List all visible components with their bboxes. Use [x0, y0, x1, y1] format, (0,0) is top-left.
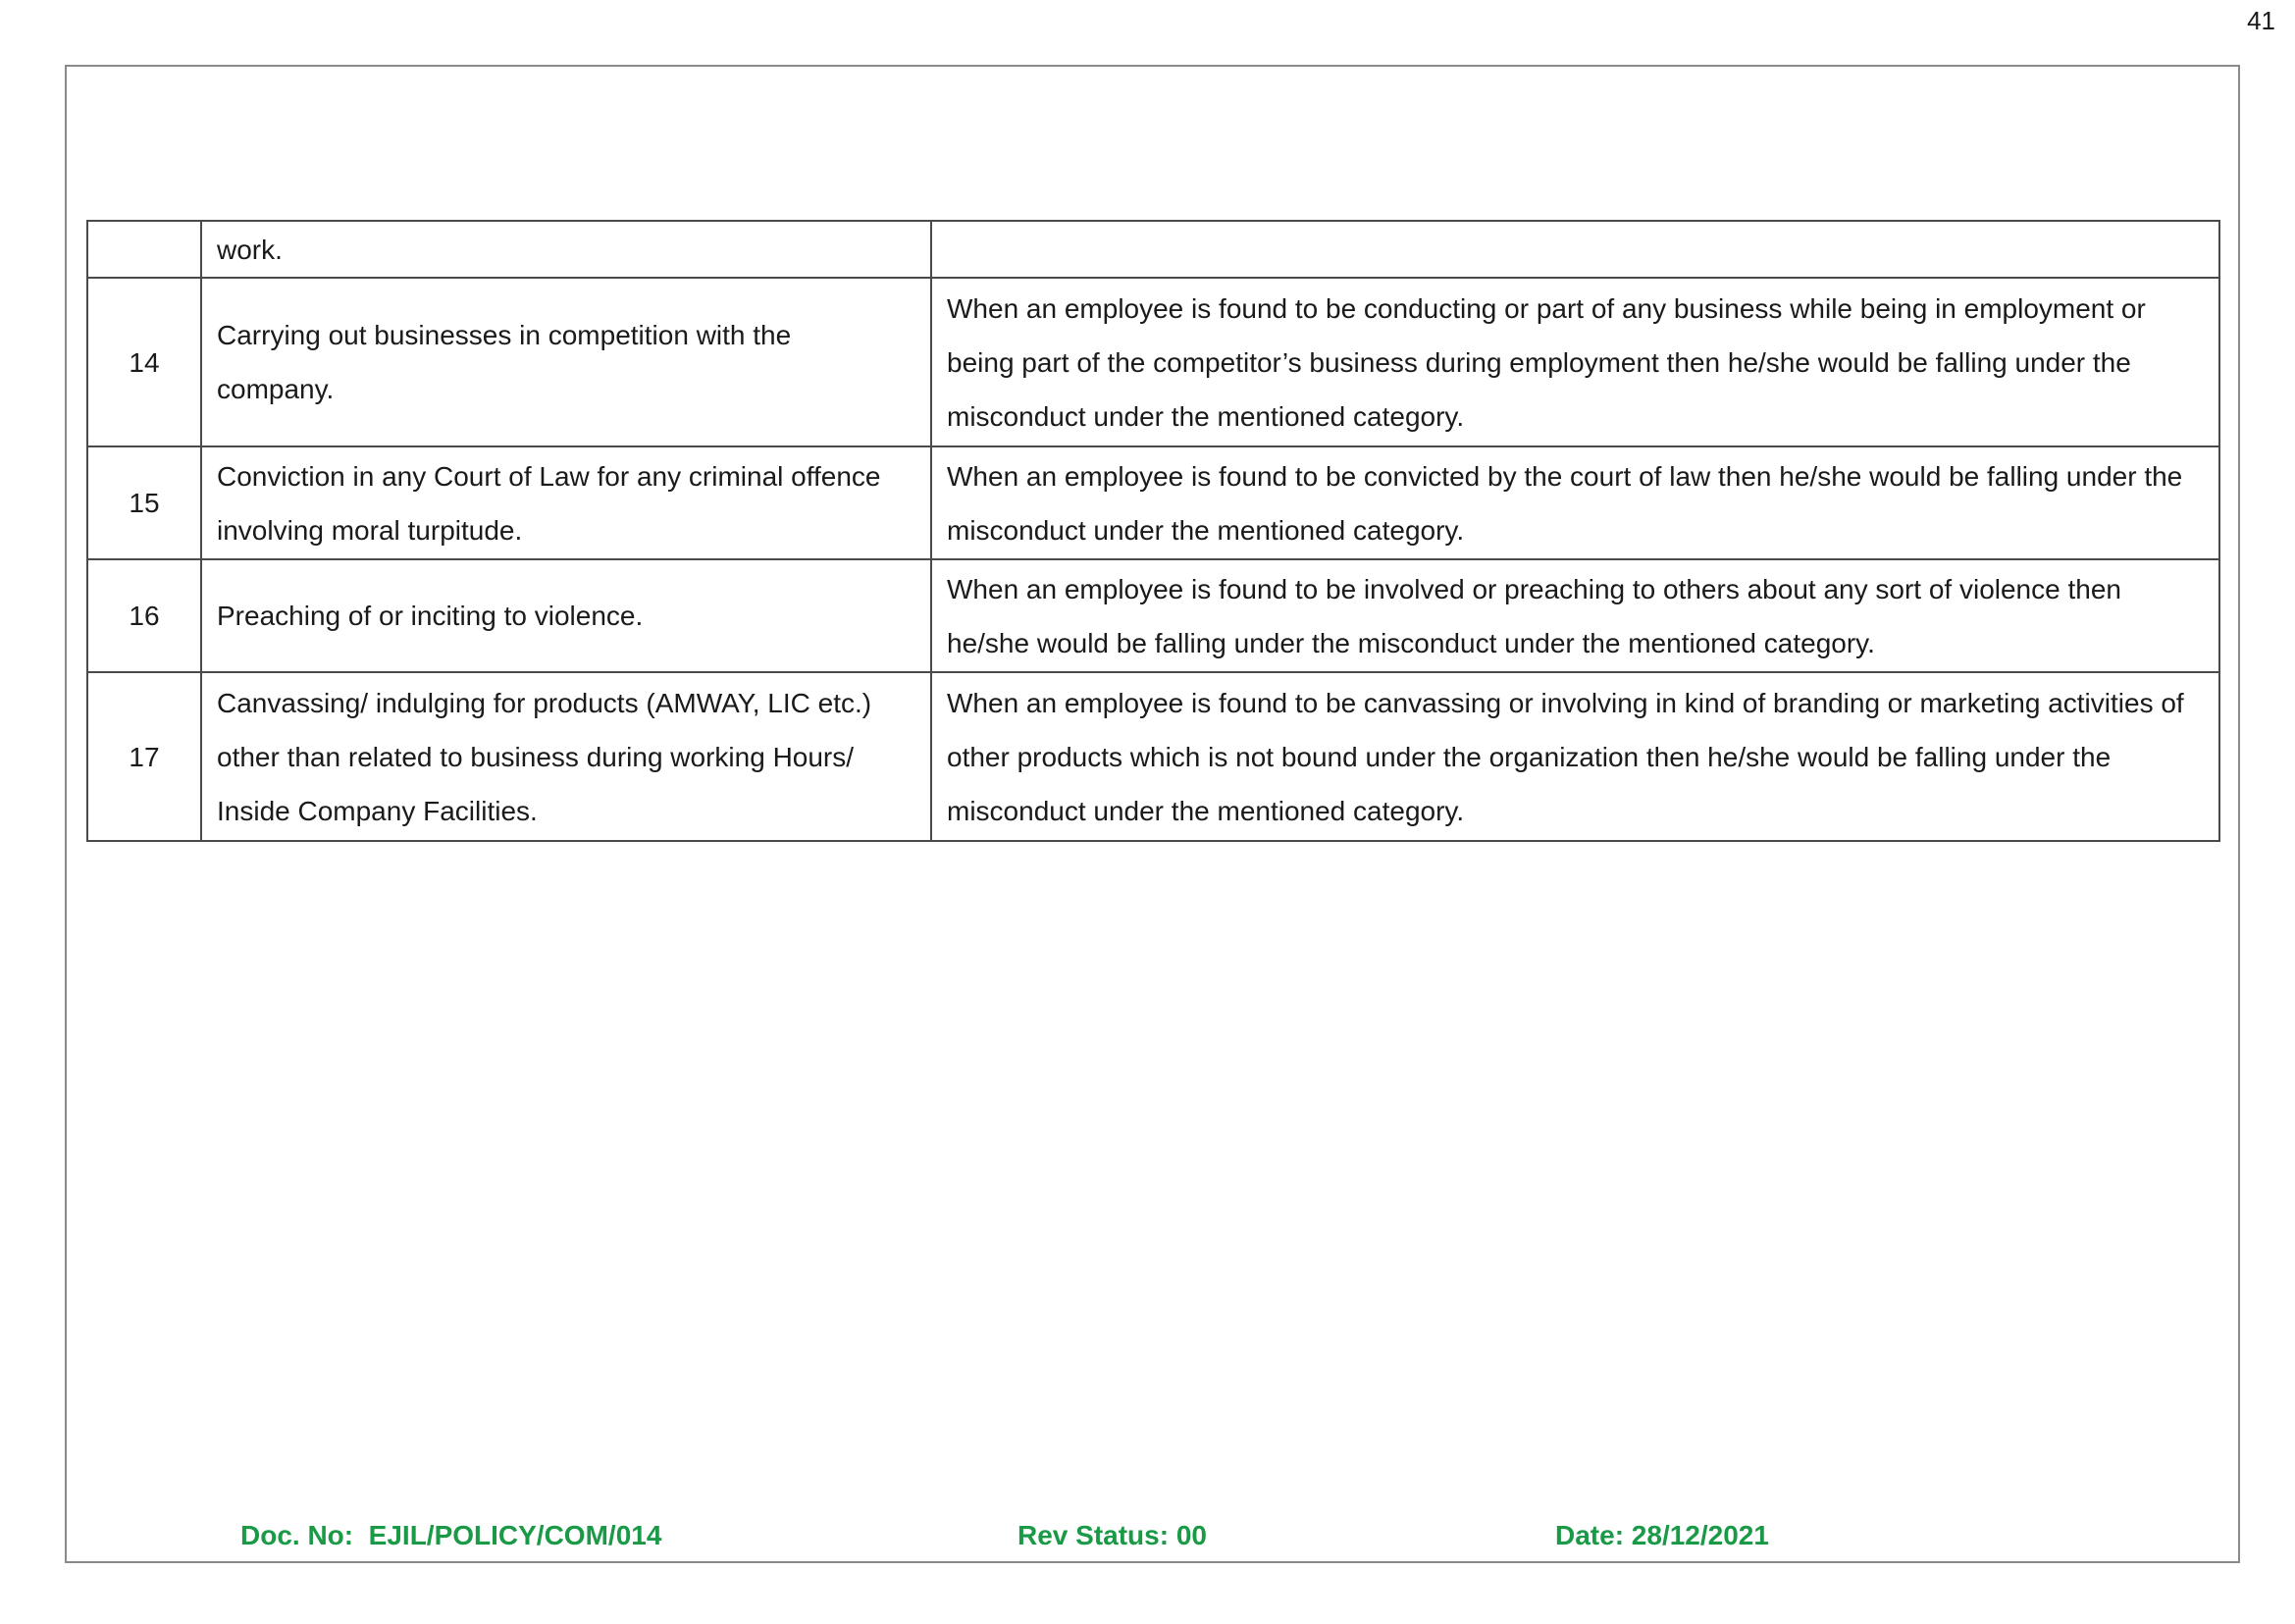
table-row [87, 446, 2219, 559]
row-number-cell: 17 [87, 672, 201, 841]
table-row [87, 221, 2219, 278]
description-cell: When an employee is found to be convicted by the court of law then he/she would be falling under the misconduct under the mentioned category. [931, 446, 2219, 559]
row-number-cell [87, 221, 201, 278]
footer-rev-status: Rev Status: 00 [1017, 1520, 1207, 1550]
description-cell [931, 221, 2219, 278]
row-number-cell: 14 [87, 278, 201, 446]
row-number-cell: 16 [87, 559, 201, 672]
table-row [87, 559, 2219, 672]
description-cell: When an employee is found to be conducting or part of any business while being in employment or being part of the competitor’s business during employment then he/she would be falling under the misconduct under the mentioned category. [931, 278, 2219, 446]
misconduct-cell: Canvassing/ indulging for products (AMWAY, LIC etc.) other than related to business during working Hours/ Inside Company Facilities. [201, 672, 931, 841]
misconduct-cell: work. [201, 221, 931, 278]
page-number: 41 [2247, 6, 2275, 35]
row-number-cell: 15 [87, 446, 201, 559]
description-cell: When an employee is found to be canvassing or involving in kind of branding or marketing activities of other products which is not bound under the organization then he/she would be falling under the misconduct under the mentioned category. [931, 672, 2219, 841]
misconduct-table [86, 220, 2220, 842]
footer-date: Date: 28/12/2021 [1555, 1520, 1769, 1550]
footer-doc-number: Doc. No: EJIL/POLICY/COM/014 [240, 1520, 662, 1550]
misconduct-cell: Conviction in any Court of Law for any criminal offence involving moral turpitude. [201, 446, 931, 559]
table-row [87, 672, 2219, 841]
table-row [87, 278, 2219, 446]
description-cell: When an employee is found to be involved or preaching to others about any sort of violence then he/she would be falling under the misconduct under the mentioned category. [931, 559, 2219, 672]
misconduct-cell: Carrying out businesses in competition with the company. [201, 278, 931, 446]
misconduct-cell: Preaching of or inciting to violence. [201, 559, 931, 672]
